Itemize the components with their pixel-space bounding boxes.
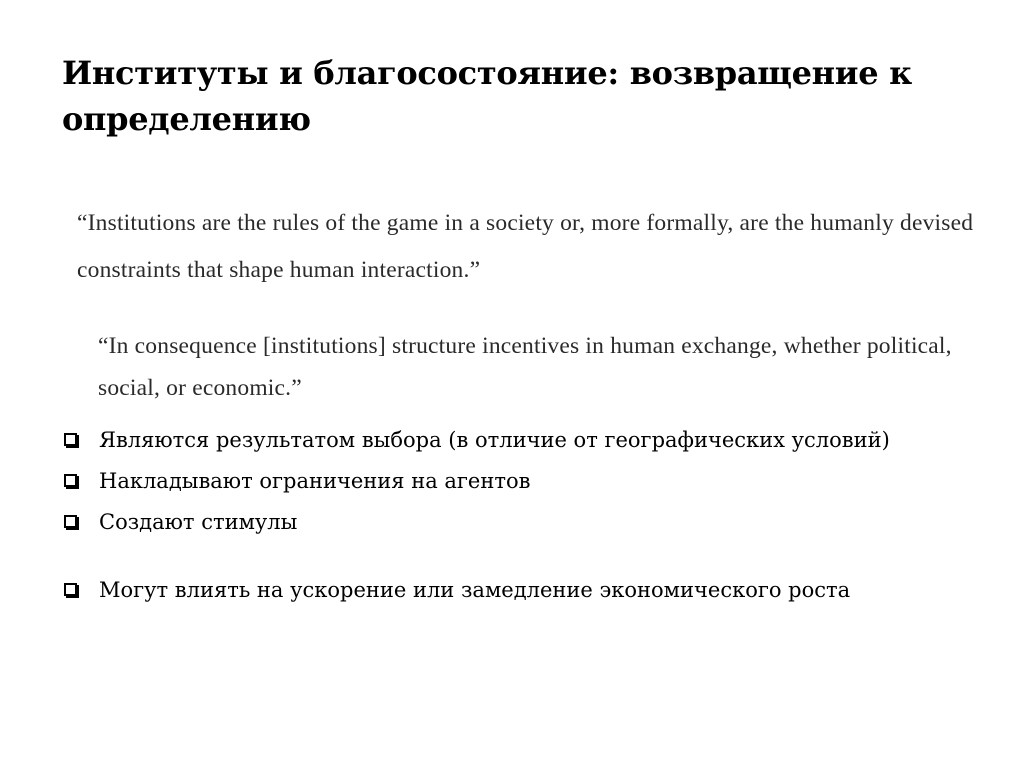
bullet-item-incentives (62, 505, 942, 539)
bullet-item-choice (62, 423, 942, 457)
checkbox-icon (64, 433, 77, 446)
checkbox-icon (64, 583, 77, 596)
bullet-text: Накладывают ограничения на агентов (99, 469, 531, 493)
bullet-item-growth (62, 573, 942, 607)
bullet-text: Создают стимулы (99, 510, 298, 534)
quote-institutions-definition: “Institutions are the rules of the game in a society or, more formally, are the humanly devised constraints that shape human interaction.” (77, 210, 974, 283)
bullet-item-constraints (62, 464, 942, 498)
slide-title: Институты и благосостояние: возвращение к определению (62, 54, 912, 138)
checkbox-icon (64, 474, 77, 487)
bullet-text: Являются результатом выбора (в отличие от географических условий) (99, 428, 890, 452)
checkbox-icon (64, 515, 77, 528)
quote-institutions-incentives: “In consequence [institutions] structure incentives in human exchange, whether political, social, or economic.” (98, 333, 952, 401)
bullet-list (62, 423, 942, 614)
bullet-text: Могут влиять на ускорение или замедление экономического роста (99, 578, 851, 602)
